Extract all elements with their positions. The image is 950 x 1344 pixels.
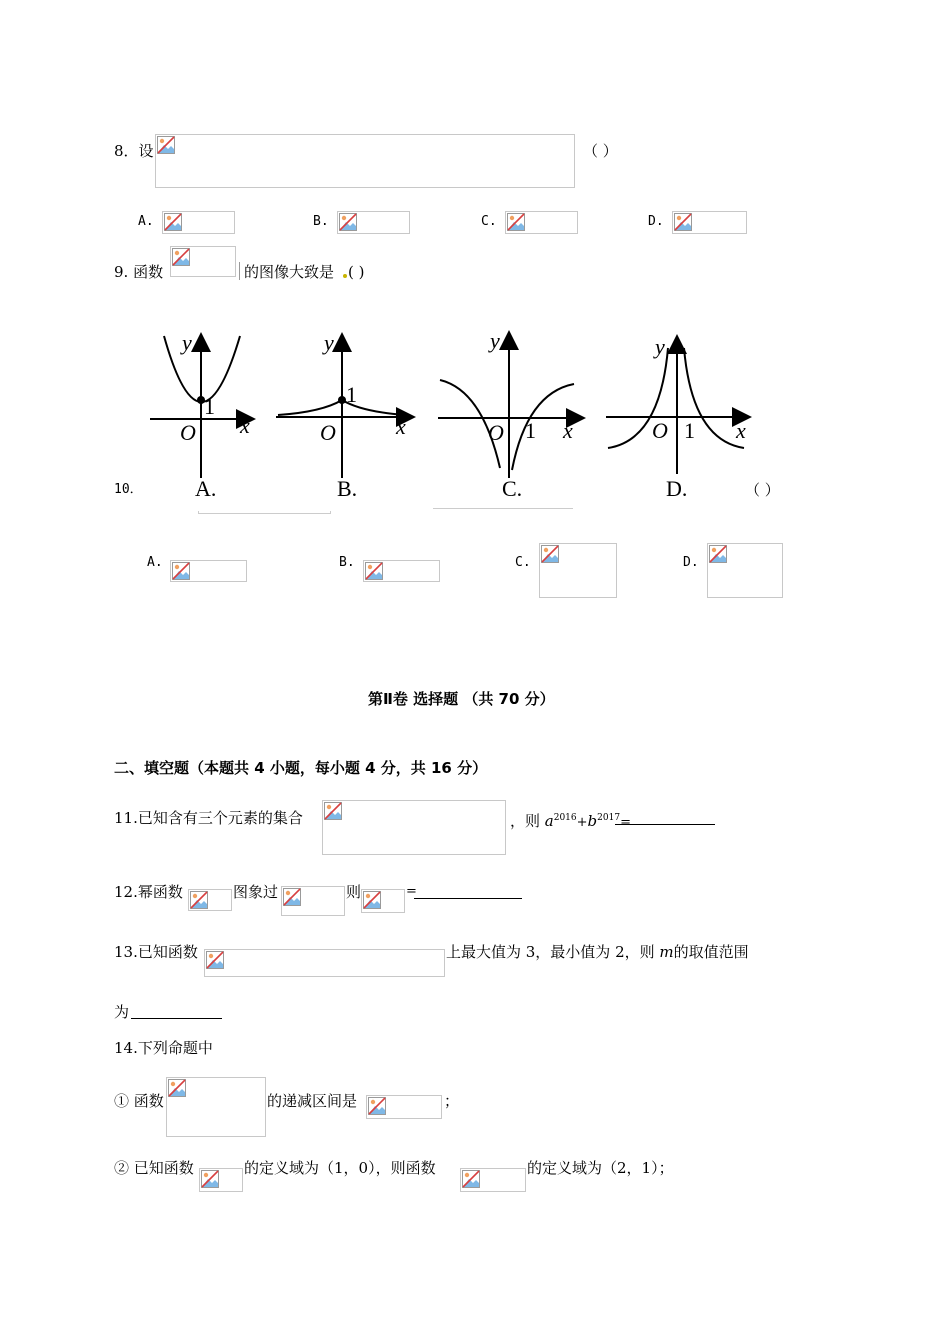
q14-item2-func-image xyxy=(199,1168,243,1192)
broken-image-icon xyxy=(168,1079,186,1097)
q9-number: 9. 函数 xyxy=(114,263,164,281)
q14-item1-mid: 的递减区间是 xyxy=(267,1092,358,1110)
graph-c xyxy=(432,328,592,508)
q13-var-m: m xyxy=(659,943,674,961)
one-label: 1 xyxy=(684,418,695,443)
q8-option-a-image xyxy=(162,211,235,234)
q10-number: 10． xyxy=(114,482,143,497)
q11-then: ，则 xyxy=(510,812,545,830)
q13-line2: 为 xyxy=(114,1003,130,1021)
graph-d xyxy=(600,328,760,508)
q11-stem: 11.已知含有三个元素的集合 xyxy=(114,809,303,827)
broken-image-icon xyxy=(368,1097,386,1115)
broken-image-icon xyxy=(462,1170,480,1188)
q8-option-b-image xyxy=(337,211,410,234)
broken-image-icon xyxy=(324,802,342,820)
q12-eq: = xyxy=(406,884,417,899)
q8-option-b-label: B. xyxy=(313,214,329,229)
q11-var-b: b xyxy=(587,812,598,830)
point-0-1 xyxy=(338,396,346,404)
broken-image-icon xyxy=(507,213,525,231)
q10-answer-paren: （ ） xyxy=(745,481,780,499)
broken-image-icon xyxy=(365,562,383,580)
q9-stem: 的图像大致是 xyxy=(244,263,335,281)
broken-image-icon xyxy=(164,213,182,231)
broken-image-icon xyxy=(283,888,301,906)
x-label: x xyxy=(396,414,406,439)
broken-image-icon xyxy=(339,213,357,231)
q10-option-d-label: D. xyxy=(683,555,699,570)
x-label: x xyxy=(736,418,746,443)
origin-label: O xyxy=(488,420,504,445)
q12-point-image xyxy=(281,886,345,916)
y-label: y xyxy=(182,330,192,355)
q9-cursor-mark xyxy=(239,262,240,280)
q11-exp2: 2017 xyxy=(597,813,621,823)
q10-stem-image-edge xyxy=(198,511,331,514)
y-label: y xyxy=(490,328,500,353)
q9-answer-paren: ( ) xyxy=(348,263,365,281)
y-label: y xyxy=(655,334,665,359)
q11-eq: = xyxy=(620,815,631,830)
q14-item1-func-image xyxy=(166,1077,266,1137)
broken-image-icon xyxy=(674,213,692,231)
x-label: x xyxy=(240,413,250,438)
q8-answer-paren: （ ） xyxy=(583,142,618,160)
q10-option-a-image xyxy=(170,560,247,582)
q11-set-image xyxy=(322,800,506,855)
graph-caption: C. xyxy=(502,476,523,501)
graph-caption: D. xyxy=(666,476,688,501)
one-label: 1 xyxy=(525,418,536,443)
q11-plus: + xyxy=(576,815,588,830)
q13-stem: 13.已知函数 xyxy=(114,943,198,961)
y-label: y xyxy=(324,330,334,355)
broken-image-icon xyxy=(172,562,190,580)
x-label: x xyxy=(563,418,573,443)
q11-var-a: a xyxy=(544,812,554,830)
q14-item2-func2-image xyxy=(460,1168,526,1192)
q10-option-b-label: B. xyxy=(339,555,355,570)
q11-expression xyxy=(510,808,631,833)
q10-option-c-image xyxy=(539,543,617,598)
q12-mid: 图象过 xyxy=(233,883,279,901)
broken-image-icon xyxy=(157,136,175,154)
q8-number: 8．设 xyxy=(114,142,154,160)
q14-item2-lead: ② 已知函数 xyxy=(114,1159,194,1177)
q8-option-d-image xyxy=(672,211,747,234)
section2-heading: 二、填空题（本题共 4 小题，每小题 4 分，共 16 分） xyxy=(114,759,488,777)
q13-tail-text: 上最大值为 3，最小值为 2，则 xyxy=(446,943,660,961)
q13-tail xyxy=(446,942,749,962)
q8-option-d-label: D. xyxy=(648,214,664,229)
broken-image-icon xyxy=(541,545,559,563)
origin-label: O xyxy=(320,420,336,445)
broken-image-icon xyxy=(206,951,224,969)
q9-dot-mark xyxy=(343,274,347,278)
q14-item1-interval-image xyxy=(366,1095,442,1119)
broken-image-icon xyxy=(190,891,208,909)
broken-image-icon xyxy=(172,248,190,266)
q8-option-c-label: C. xyxy=(481,214,497,229)
q14-item2-end: 的定义域为（2，1）； xyxy=(527,1159,674,1177)
q12-func-image xyxy=(188,889,232,911)
q12-stem: 12.幂函数 xyxy=(114,883,183,901)
graph-a xyxy=(140,328,260,508)
q8-option-a-label: A. xyxy=(138,214,154,229)
origin-label: O xyxy=(180,420,196,445)
q12-value-image xyxy=(361,889,405,913)
graph-caption: B. xyxy=(337,476,358,501)
q12-then: 则 xyxy=(346,883,362,901)
graph-caption: A. xyxy=(195,476,217,501)
q9-formula-image xyxy=(170,246,236,277)
q12-answer-blank[interactable] xyxy=(414,898,522,899)
q14-item2-mid: 的定义域为（1，0），则函数 xyxy=(244,1159,436,1177)
broken-image-icon xyxy=(709,545,727,563)
q10-option-a-label: A. xyxy=(147,555,163,570)
q8-option-c-image xyxy=(505,211,578,234)
q14-stem: 14.下列命题中 xyxy=(114,1039,213,1057)
q10-option-d-image xyxy=(707,543,783,598)
q13-tail-text-2: 的取值范围 xyxy=(673,943,749,961)
broken-image-icon xyxy=(201,1170,219,1188)
q10-option-b-image xyxy=(363,560,440,582)
q10-option-c-label: C. xyxy=(515,555,531,570)
q11-exp1: 2016 xyxy=(553,813,577,823)
one-label: 1 xyxy=(204,394,215,419)
q13-answer-blank[interactable] xyxy=(131,1018,222,1019)
q13-func-image xyxy=(204,949,445,977)
q14-item1-lead: ① 函数 xyxy=(114,1092,164,1110)
origin-label: O xyxy=(652,418,668,443)
part2-title: 第Ⅱ卷 选择题 （共 70 分） xyxy=(368,690,555,708)
broken-image-icon xyxy=(363,891,381,909)
q10-stem-image-edge-2 xyxy=(433,508,573,509)
q14-item1-end: ； xyxy=(444,1092,460,1110)
one-label: 1 xyxy=(346,382,357,407)
q8-formula-image xyxy=(155,134,575,188)
q11-answer-blank[interactable] xyxy=(615,824,715,825)
graph-b xyxy=(272,328,422,508)
